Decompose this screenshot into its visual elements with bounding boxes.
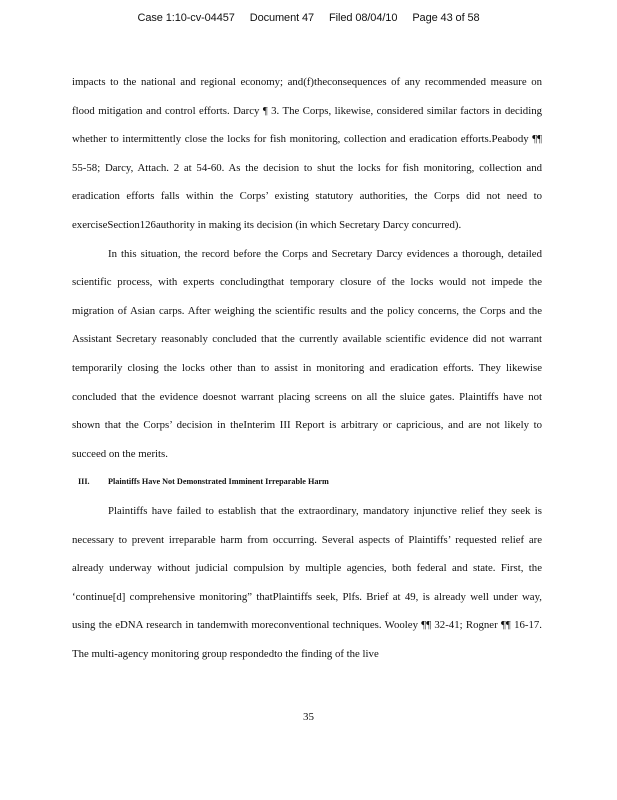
section-number: III.	[78, 477, 90, 487]
body-text	[72, 68, 542, 668]
case-header	[0, 12, 617, 24]
case-number: Case 1:10-cv-04457	[137, 12, 235, 24]
document-number: Document 47	[249, 12, 315, 24]
section-title: Plaintiffs Have Not Demonstrated Imminent Irreparable Harm	[108, 477, 329, 487]
page-number: 35	[303, 711, 314, 723]
section-heading	[72, 468, 542, 497]
paragraph-continuation: impacts to the national and regional economy; and(f)theconsequences of any recommended measure on flood mitigation and control efforts. Darcy ¶ 3. The Corps, likewise, considered similar factors in deciding whether to intermittently close the locks for fish monitoring, collection and eradication efforts.Peabody ¶¶ 55-58; Darcy, Attach. 2 at 54-60. As the decision to shut the locks for fish monitoring, collection and eradication efforts falls within the Corps’ existing statutory authorities, the Corps did not need to exerciseSection126authority in making its decision (in which Secretary Darcy concurred).	[72, 76, 542, 231]
paragraph-harm: Plaintiffs have failed to establish that the extraordinary, mandatory injunctive relief they seek is necessary to prevent irreparable harm from occurring. Several aspects of Plaintiffs’ requested relief are already underway without judicial compulsion by multiple agencies, both federal and state. First, the ‘continue[d] comprehensive monitoring” thatPlaintiffs seek, Plfs. Brief at 49, is already well under way, using the eDNA research in tandemwith moreconventional techniques. Wooley ¶¶ 32-41; Rogner ¶¶ 16-17. The multi-agency monitoring group respondedto the finding of the live	[72, 504, 542, 660]
page-indicator: Page 43 of 58	[412, 12, 480, 24]
filed-date: Filed 08/04/10	[329, 12, 398, 24]
paragraph-analysis: In this situation, the record before the Corps and Secretary Darcy evidences a thorough, detailed scientific process, with experts concludingthat temporary closure of the locks would not impede the migration of Asian carps. After weighing the scientific results and the policy concerns, the Corps and the Assistant Secretary reasonably concluded that the currently available scientific evidence did not warrant temporarily closing the locks other than to assist in monitoring and eradication efforts. They likewise concluded that the evidence doesnot warrant placing screens on all the sluice gates. Plaintiffs have not shown that the Corps’ decision in theInterim III Report is arbitrary or capricious, and are not likely to succeed on the merits.	[72, 247, 542, 460]
